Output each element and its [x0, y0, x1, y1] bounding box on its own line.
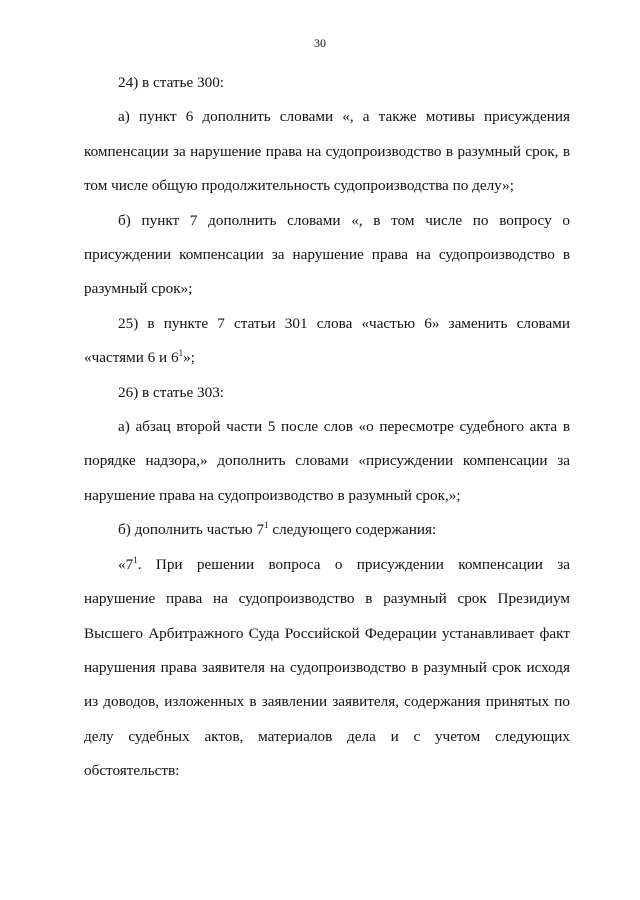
paragraph-item-24: 24) в статье 300:: [118, 74, 225, 91]
paragraph-item-26-b-tail: следующего содержания:: [268, 521, 437, 539]
superscript: 1: [178, 348, 184, 359]
superscript: 1: [133, 554, 138, 565]
paragraph-item-24-a: а) пункт 6 дополнить словами «, а также мотивы присуждения компенсации за нарушение права на судопроизводство в разумный срок, в том числе общую продолжительность судопроизводства по делу»;: [84, 108, 570, 195]
paragraph-item-26: 26) в статье 303:: [118, 383, 225, 401]
paragraph-item-25-tail: »;: [183, 349, 195, 367]
paragraph-quoted-part-7-1: [84, 548, 570, 789]
quoted-part-number: «7: [118, 555, 134, 573]
paragraph-item-26-b: [84, 513, 570, 547]
paragraph-item-25-text: 25) в пункте 7 статьи 301 слова «частью 6» заменить словами «частями 6 и 6: [84, 314, 570, 367]
document-body: [84, 66, 570, 789]
quoted-part-text: . При решении вопроса о присуждении компенсации за нарушение права на судопроизводство в разумный срок Президиум Высшего Арбитражного Суда Российской Федерации устанавливает факт нарушения права заявителя на судопроизводство в разумный срок исходя из доводов, изложенных в заявлении заявителя, содержания принятых по делу судебных актов, материалов дела и с учетом следующих обстоятельств:: [84, 555, 570, 780]
page-number: 30: [314, 36, 326, 50]
paragraph-item-26-a: а) абзац второй части 5 после слов «о пересмотре судебного акта в порядке надзора,» дополнить словами «присуждении компенсации за нарушение права на судопроизводство в разумный срок,»;: [84, 418, 570, 504]
paragraph-item-25: [84, 307, 570, 376]
superscript: 1: [264, 520, 269, 531]
paragraph-item-26-b-text: б) дополнить частью 7: [118, 521, 265, 539]
paragraph-item-24-b: б) пункт 7 дополнить словами «, в том числе по вопросу о присуждении компенсации за нарушение права на судопроизводство в разумный срок»;: [84, 211, 570, 298]
